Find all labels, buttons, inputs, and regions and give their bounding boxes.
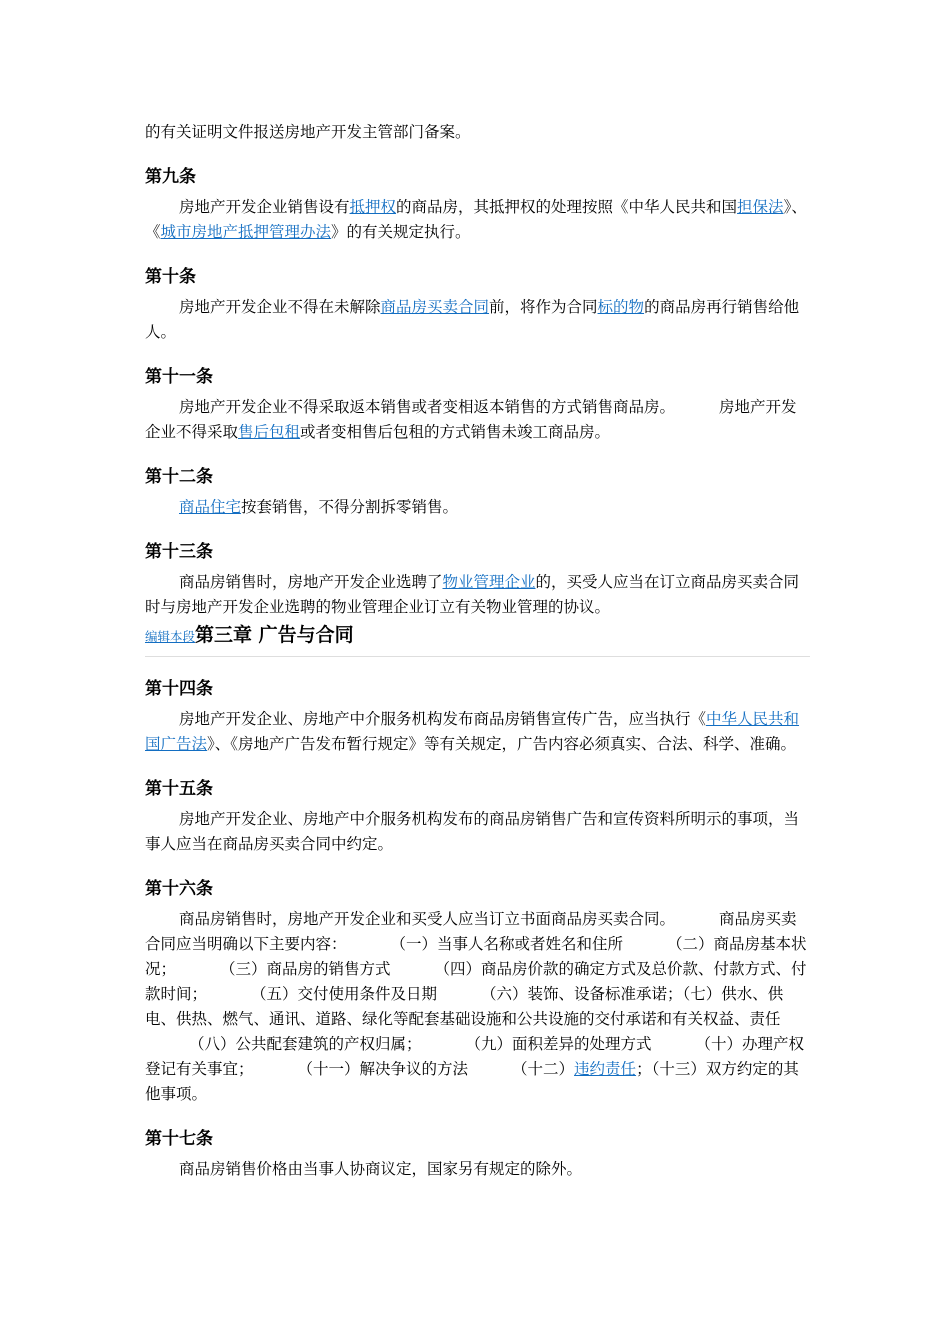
paragraph-art14 <box>145 707 810 757</box>
link-property-management[interactable]: 物业管理企业 <box>442 573 536 591</box>
paragraph-art8-tail <box>145 120 810 145</box>
document-body <box>145 120 810 1182</box>
paragraph-art10 <box>145 295 810 345</box>
paragraph-art12 <box>145 495 810 520</box>
text: 的商品房再行销售给他人。 <box>145 298 800 341</box>
heading-art12: 第十二条 <box>145 467 213 487</box>
link-leaseback[interactable]: 售后包租 <box>238 423 301 441</box>
list-item: （二）商品房基本状况； <box>145 935 807 978</box>
list-item: （五）交付使用条件及日期 <box>251 985 438 1003</box>
text: 》、《房地产广告发布暂行规定》等有关规定，广告内容必须真实、合法、科学、准确。 <box>207 735 797 753</box>
link-guarantee-law[interactable]: 担保法 <box>737 198 784 216</box>
text: 前，将作为合同 <box>489 298 598 316</box>
text: 的有关证明文件报送房地产开发主管部门备案。 <box>145 123 471 141</box>
chapter-title: 第三章 广告与合同 <box>195 624 354 646</box>
text: 》、《 <box>145 198 807 241</box>
list-item: （四）商品房价款的确定方式及总价款、付款方式、付款时间； <box>145 960 807 1003</box>
text: 商品房销售时，房地产开发企业选聘了 <box>179 573 443 591</box>
text: 商品房销售时，房地产开发企业和买受人应当订立书面商品房买卖合同。 <box>179 910 676 928</box>
text: ； <box>636 1060 652 1078</box>
list-item: （十一）解决争议的方法 <box>297 1060 469 1078</box>
list-item: （八）公共配套建筑的产权归属； <box>189 1035 422 1053</box>
heading-art15: 第十五条 <box>145 779 213 799</box>
text: 的商品房，其抵押权的处理按照《中华人民共和国 <box>396 198 738 216</box>
heading-art17: 第十七条 <box>145 1129 213 1149</box>
list-item: （一）当事人名称或者姓名和住所 <box>390 935 624 953</box>
link-subject-matter[interactable]: 标的物 <box>597 298 645 316</box>
heading-art13: 第十三条 <box>145 542 213 562</box>
paragraph-art11 <box>145 395 810 445</box>
text: 》的有关规定执行。 <box>331 223 471 241</box>
list-item: （三）商品房的销售方式 <box>220 960 391 978</box>
link-breach-liability[interactable]: 违约责任 <box>574 1060 637 1078</box>
link-mortgage-right[interactable]: 抵押权 <box>349 198 397 216</box>
text: 房地产开发企业不得在未解除 <box>179 298 381 316</box>
link-urban-mortgage-measures[interactable]: 城市房地产抵押管理办法 <box>160 223 332 241</box>
heading-art16: 第十六条 <box>145 879 213 899</box>
list-item: （十）办理产权登记有关事宜； <box>145 1035 805 1078</box>
text: 商品房销售价格由当事人协商议定，国家另有规定的除外。 <box>179 1160 583 1178</box>
list-item: （九）面积差异的处理方式 <box>465 1035 652 1053</box>
paragraph-art15 <box>145 807 810 857</box>
link-commercial-housing[interactable]: 商品住宅 <box>179 498 242 516</box>
text: 房地产开发企业、房地产中介服务机构发布的商品房销售广告和宣传资料所明示的事项，当事人应当在商品房买卖合同中约定。 <box>145 810 800 853</box>
text: 的，买受人应当在订立商品房买卖合同时与房地产开发企业选聘的物业管理企业订立有关物业管理的协议。 <box>145 573 800 616</box>
heading-art11: 第十一条 <box>145 367 213 387</box>
text: 房地产开发企业不得采取返本销售或者变相返本销售的方式销售商品房。 <box>179 398 676 416</box>
paragraph-art13 <box>145 570 810 620</box>
heading-art10: 第十条 <box>145 267 196 287</box>
edit-section-link[interactable]: 编辑本段 <box>145 629 196 644</box>
list-item: （十三）双方约定的其他事项。 <box>145 1060 799 1103</box>
text: 按套销售，不得分割拆零销售。 <box>241 498 459 516</box>
heading-art14: 第十四条 <box>145 679 213 699</box>
paragraph-art17 <box>145 1157 810 1182</box>
link-sales-contract[interactable]: 商品房买卖合同 <box>380 298 490 316</box>
text: 或者变相售后包租的方式销售未竣工商品房。 <box>300 423 611 441</box>
link-advertising-law[interactable]: 中华人民共和国广告法 <box>145 710 800 753</box>
list-item: （六）装饰、设备标准承诺； <box>481 985 683 1003</box>
text: 房地产开发企业、房地产中介服务机构发布商品房销售宣传广告，应当执行《 <box>179 710 707 728</box>
list-item: （七）供水、供电、供热、燃气、通讯、道路、绿化等配套基础设施和公共设施的交付承诺和有关权益、责任 <box>145 985 784 1028</box>
text: 商品房买卖合同应当明确以下主要内容： <box>145 910 797 953</box>
chapter-heading <box>145 622 810 657</box>
paragraph-art9 <box>145 195 810 245</box>
text: 房地产开发企业销售设有 <box>179 198 350 216</box>
paragraph-art16 <box>145 907 810 1107</box>
text: 房地产开发企业不得采取 <box>145 398 797 441</box>
list-item: （十二） <box>512 1060 575 1078</box>
heading-art9: 第九条 <box>145 167 196 187</box>
